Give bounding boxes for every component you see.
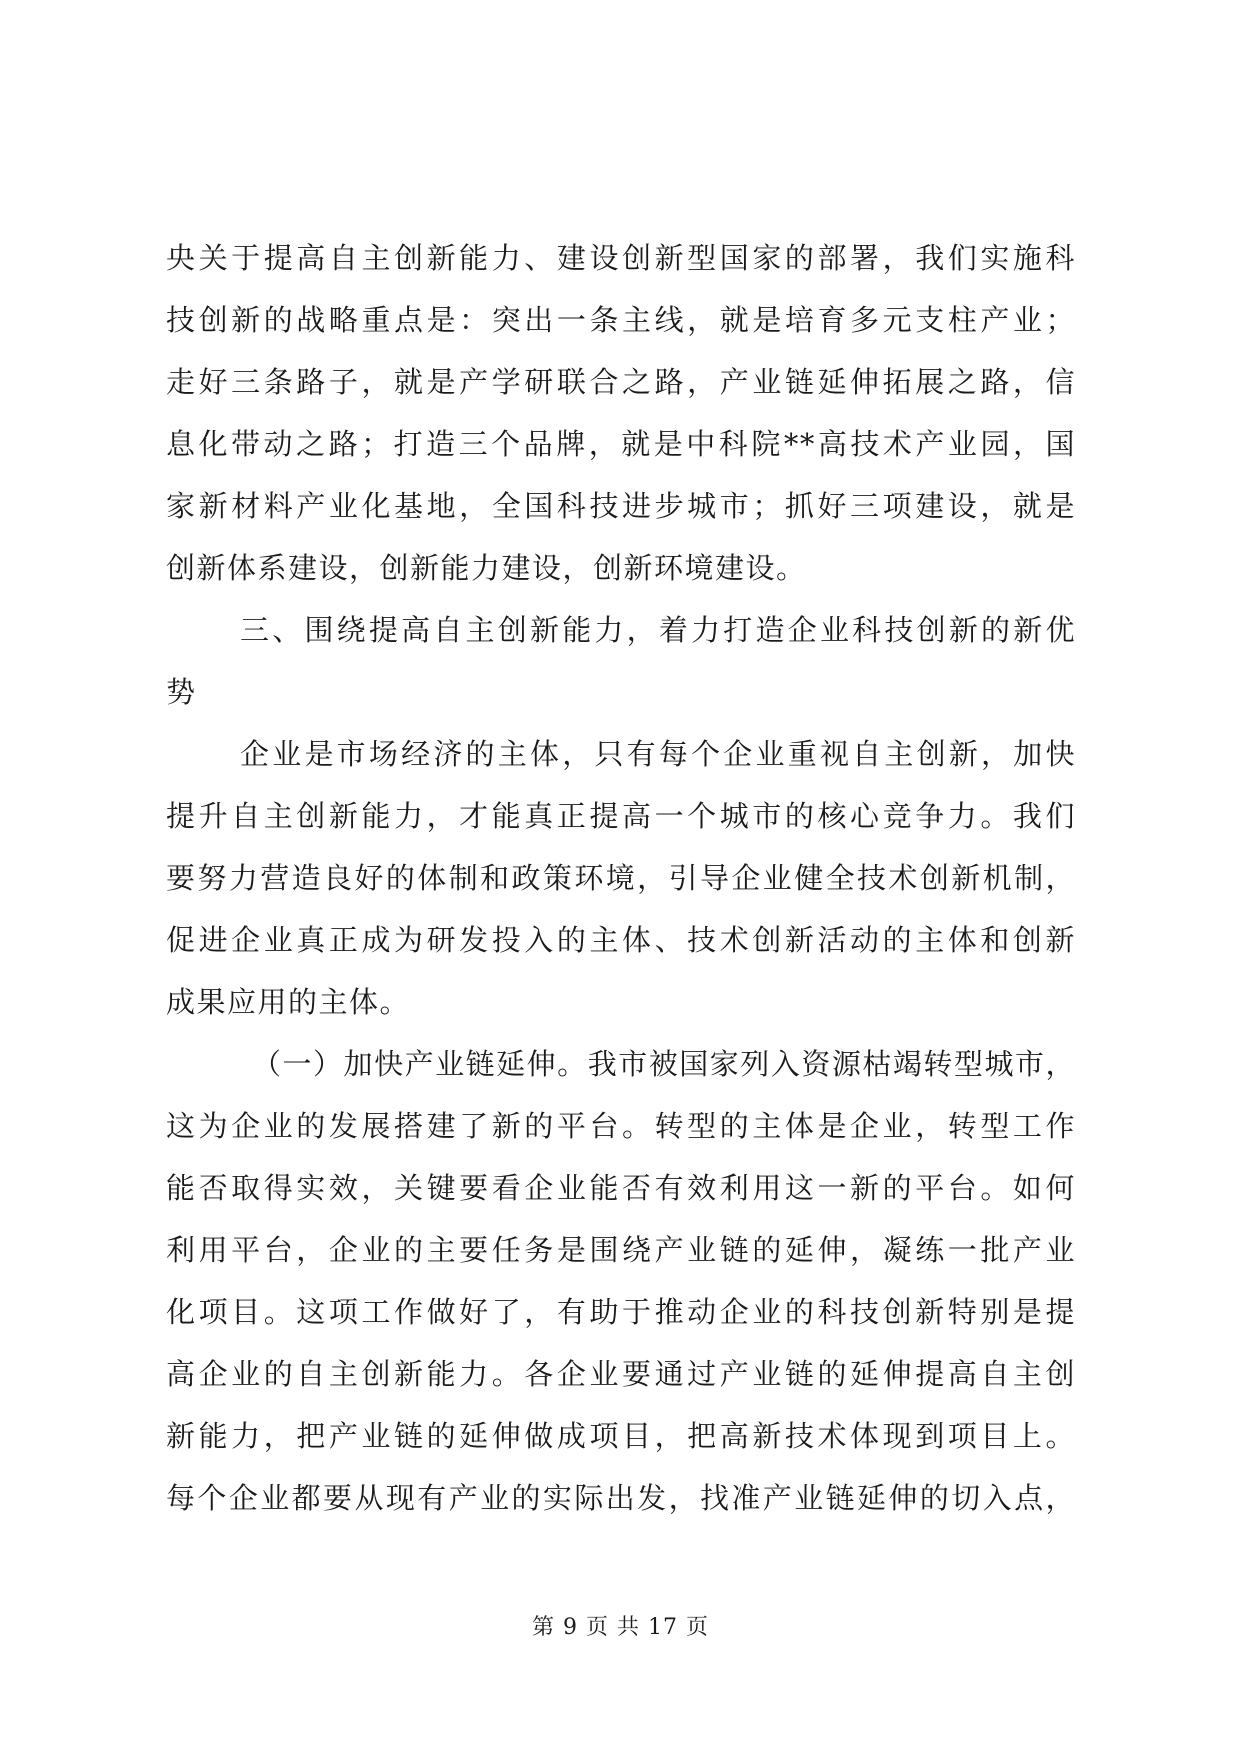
section-heading-line: 三、围绕提高自主创新能力，着力打造企业科技创新的新优 xyxy=(240,613,1076,647)
paragraph-line: 促进企业真正成为研发投入的主体、技术创新活动的主体和创新 xyxy=(166,923,1076,957)
document-body xyxy=(166,227,1076,1529)
paragraph-line: 化项目。这项工作做好了，有助于推动企业的科技创新特别是提 xyxy=(166,1295,1076,1329)
paragraph-line: 央关于提高自主创新能力、建设创新型国家的部署，我们实施科 xyxy=(166,241,1076,275)
paragraph-line: 能否取得实效，关键要看企业能否有效利用这一新的平台。如何 xyxy=(166,1171,1076,1205)
paragraph-line: 利用平台，企业的主要任务是围绕产业链的延伸，凝练一批产业 xyxy=(166,1233,1076,1267)
paragraph-line: 高企业的自主创新能力。各企业要通过产业链的延伸提高自主创 xyxy=(166,1357,1076,1391)
paragraph-line: 每个企业都要从现有产业的实际出发，找准产业链延伸的切入点， xyxy=(166,1481,1076,1515)
paragraph-line: 要努力营造良好的体制和政策环境，引导企业健全技术创新机制， xyxy=(166,861,1076,895)
paragraph-line: 技创新的战略重点是：突出一条主线，就是培育多元支柱产业； xyxy=(166,303,1076,337)
paragraph-line: 创新体系建设，创新能力建设，创新环境建设。 xyxy=(166,551,807,585)
paragraph-line: 新能力，把产业链的延伸做成项目，把高新技术体现到项目上。 xyxy=(166,1419,1076,1453)
paragraph-line: 提升自主创新能力，才能真正提高一个城市的核心竞争力。我们 xyxy=(166,799,1076,833)
paragraph-line: （一）加快产业链延伸。我市被国家列入资源枯竭转型城市， xyxy=(252,1047,1076,1081)
section-heading-line: 势 xyxy=(166,675,197,709)
paragraph-line: 成果应用的主体。 xyxy=(166,985,411,1019)
paragraph-line: 企业是市场经济的主体，只有每个企业重视自主创新，加快 xyxy=(240,737,1076,771)
paragraph-line: 这为企业的发展搭建了新的平台。转型的主体是企业，转型工作 xyxy=(166,1109,1076,1143)
paragraph-line: 息化带动之路；打造三个品牌，就是中科院**高技术产业园，国 xyxy=(166,427,1076,461)
paragraph-line: 家新材料产业化基地，全国科技进步城市；抓好三项建设，就是 xyxy=(166,489,1076,523)
page-number-footer: 第 9 页 共 17 页 xyxy=(532,1615,709,1640)
paragraph-line: 走好三条路子，就是产学研联合之路，产业链延伸拓展之路，信 xyxy=(166,365,1076,399)
